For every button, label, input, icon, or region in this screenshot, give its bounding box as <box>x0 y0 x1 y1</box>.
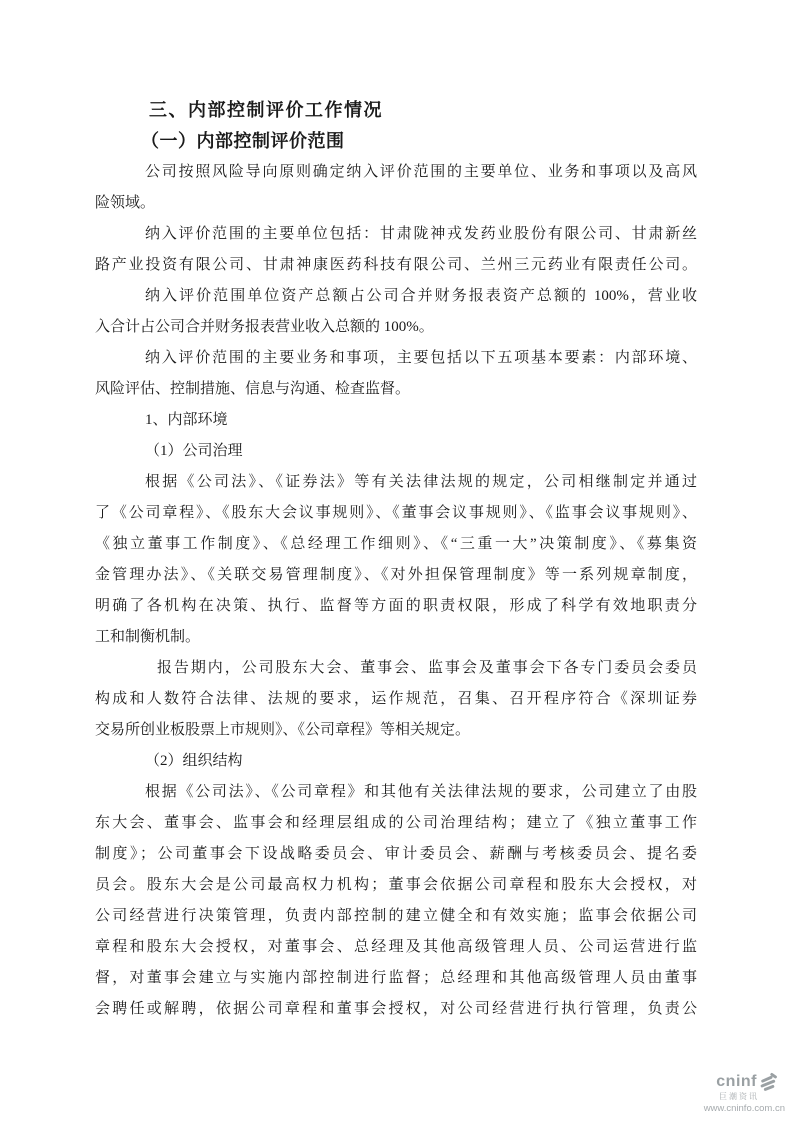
text-line: 金管理办法》、《关联交易管理制度》、《对外担保管理制度》等一系列规章制度， <box>95 567 697 583</box>
text-line: 纳入评价范围的主要单位包括：甘肃陇神戎发药业股份有限公司、甘肃新丝 <box>145 226 697 242</box>
text-line: 工和制衡机制。 <box>95 629 201 645</box>
text-line: 《独立董事工作制度》、《总经理工作细则》、《“三重一大”决策制度》、《募集资 <box>95 536 697 552</box>
text-line: 根据《公司法》、《公司章程》和其他有关法律法规的要求，公司建立了由股 <box>145 784 697 800</box>
document-body <box>95 95 697 1025</box>
text-line: 督，对董事会建立与实施内部控制进行监督；总经理和其他高级管理人员由董事 <box>95 970 697 986</box>
text-line: 制度》；公司董事会下设战略委员会、审计委员会、薪酬与考核委员会、提名委 <box>95 846 697 862</box>
text-line: 路产业投资有限公司、甘肃神康医药科技有限公司、兰州三元药业有限责任公司。 <box>95 257 697 273</box>
cninfo-watermark <box>677 1072 787 1114</box>
cninfo-swirl-icon <box>759 1072 778 1091</box>
text-line: 纳入评价范围的主要业务和事项，主要包括以下五项基本要素：内部环境、 <box>145 350 697 366</box>
text-line: 了《公司章程》、《股东大会议事规则》、《董事会议事规则》、《监事会议事规则》、 <box>95 505 697 521</box>
subsection-heading: （一）内部控制评价范围 <box>141 131 345 151</box>
text-line: 员会。股东大会是公司最高权力机构；董事会依据公司章程和股东大会授权，对 <box>95 877 697 893</box>
list-item-heading: 1、内部环境 <box>145 412 228 428</box>
text-line: 构成和人数符合法律、法规的要求，运作规范，召集、召开程序符合《深圳证券 <box>95 691 697 707</box>
text-line: 公司经营进行决策管理，负责内部控制的建立健全和有效实施；监事会依据公司 <box>95 908 697 924</box>
section-heading: 三、内部控制评价工作情况 <box>149 100 383 120</box>
text-line: 东大会、董事会、监事会和经理层组成的公司治理结构；建立了《独立董事工作 <box>95 815 697 831</box>
list-item-heading: （2）组织结构 <box>145 753 243 769</box>
text-line: 会聘任或解聘，依据公司章程和董事会授权，对公司经营进行执行管理，负责公 <box>95 1001 697 1017</box>
watermark-brand-cn: 巨潮资讯 <box>719 1092 759 1101</box>
text-line: 报告期内，公司股东大会、董事会、监事会及董事会下各专门委员会委员 <box>157 660 697 676</box>
text-line: 纳入评价范围单位资产总额占公司合并财务报表资产总额的 100%，营业收 <box>145 288 697 304</box>
text-line: 入合计占公司合并财务报表营业收入总额的 100%。 <box>95 319 434 335</box>
text-line: 章程和股东大会授权，对董事会、总经理及其他高级管理人员、公司运营进行监 <box>95 939 697 955</box>
text-line: 根据《公司法》、《证券法》等有关法律法规的规定，公司相继制定并通过 <box>145 474 697 490</box>
watermark-url: www.cninfo.com.cn <box>703 1103 785 1114</box>
text-line: 险领域。 <box>95 195 156 211</box>
watermark-brand: cninf <box>716 1072 757 1090</box>
list-item-heading: （1）公司治理 <box>145 443 243 459</box>
text-line: 公司按照风险导向原则确定纳入评价范围的主要单位、业务和事项以及高风 <box>145 164 697 180</box>
text-line: 风险评估、控制措施、信息与沟通、检查监督。 <box>95 381 411 397</box>
text-line: 交易所创业板股票上市规则》、《公司章程》等相关规定。 <box>95 722 471 738</box>
text-line: 明确了各机构在决策、执行、监督等方面的职责权限，形成了科学有效地职责分 <box>95 598 697 614</box>
